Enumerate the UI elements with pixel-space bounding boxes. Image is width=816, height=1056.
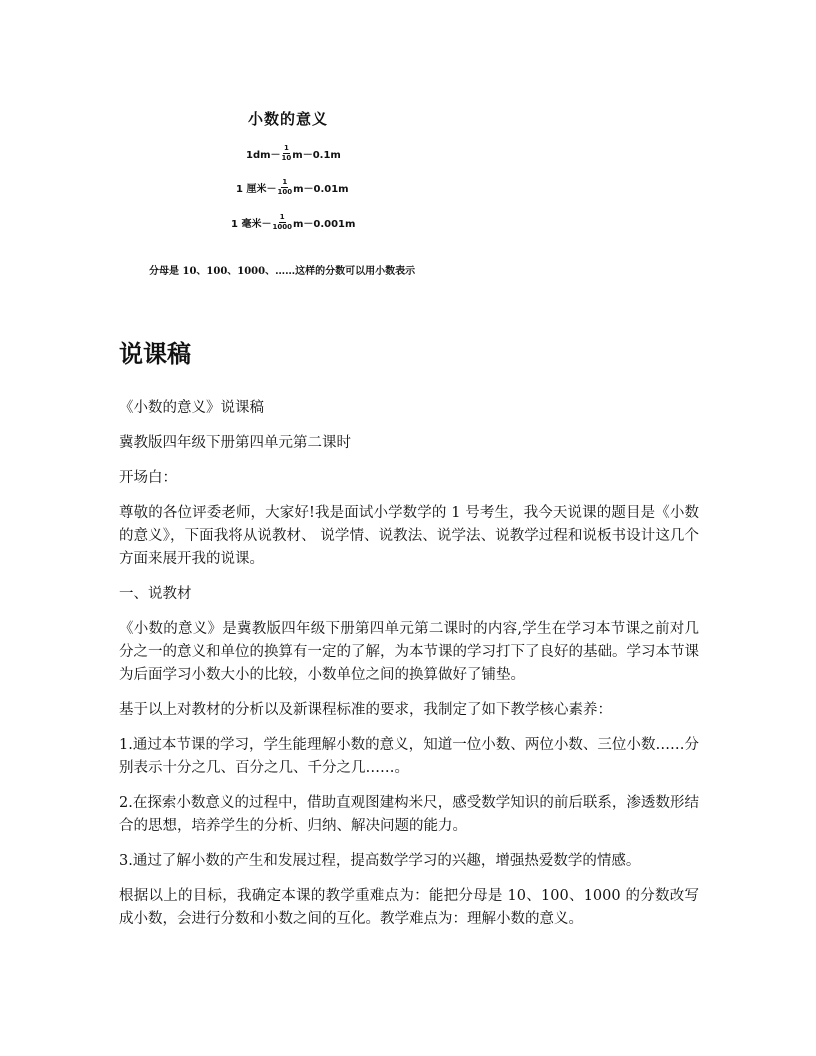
formula-right: m－0.1m <box>292 150 341 161</box>
section-heading: 一、说教材 <box>119 586 192 602</box>
document-body <box>119 338 699 943</box>
formula-row <box>231 214 355 231</box>
formula-row <box>246 145 341 162</box>
fraction-numerator: 1 <box>283 144 289 152</box>
formula-row <box>236 179 349 196</box>
document-title: 说课稿 <box>119 340 191 368</box>
doc-edition: 冀教版四年级下册第四单元第二课时 <box>119 435 351 451</box>
doc-paragraph: 《小数的意义》是冀教版四年级下册第四单元第二课时的内容,学生在学习本节课之前对几分之一的意义和单位的换算有一定的了解，为本节课的学习打下了良好的基础。学习本节课为后面学习小数大小的比较，小数单位之间的换算做好了铺垫。 <box>119 621 699 683</box>
doc-subtitle: 《小数的意义》说课稿 <box>119 400 264 416</box>
doc-paragraph: 根据以上的目标，我确定本课的教学重难点为：能把分母是 10、100、1000 的分数改写成小数，会进行分数和小数之间的互化。教学难点为：理解小数的意义。 <box>119 888 699 927</box>
fraction-denominator: 10 <box>281 154 292 162</box>
board-title: 小数的意义 <box>248 110 329 128</box>
fraction <box>272 214 291 231</box>
formula-right: m－0.001m <box>292 219 356 230</box>
doc-opening-label: 开场白： <box>119 470 177 486</box>
fraction-denominator: 100 <box>277 188 293 196</box>
fraction-numerator: 1 <box>279 213 285 221</box>
objective-item: 3.通过了解小数的产生和发展过程，提高数学学习的兴趣，增强热爱数学的情感。 <box>119 853 641 869</box>
fraction-denominator: 1000 <box>272 223 292 231</box>
blackboard-image <box>0 0 816 300</box>
formula-left: 1dm－ <box>246 150 281 161</box>
doc-paragraph: 基于以上对教材的分析以及新课程标准的要求，我制定了如下教学核心素养： <box>119 702 612 718</box>
fraction <box>277 179 292 196</box>
formula-left: 1 毫米－ <box>231 219 272 230</box>
board-note: 分母是 10、100、1000、……这样的分数可以用小数表示 <box>149 266 416 277</box>
objective-item: 1.通过本节课的学习，学生能理解小数的意义，知道一位小数、两位小数、三位小数……分别表示十分之几、百分之几、千分之几……。 <box>119 737 699 776</box>
fraction <box>282 145 292 162</box>
objective-item: 2.在探索小数意义的过程中，借助直观图建构米尺，感受数学知识的前后联系，渗透数形结合的思想，培养学生的分析、归纳、解决问题的能力。 <box>119 795 699 834</box>
formula-right: m－0.01m <box>293 184 349 195</box>
formula-left: 1 厘米－ <box>236 184 277 195</box>
fraction-numerator: 1 <box>282 178 288 186</box>
doc-opening-paragraph: 尊敬的各位评委老师，大家好!我是面试小学数学的 1 号考生，我今天说课的题目是《小数的意义》，下面我将从说教材、 说学情、说教法、说学法、说教学过程和说板书设计这几个方面来展开我的说课。 <box>119 505 699 567</box>
